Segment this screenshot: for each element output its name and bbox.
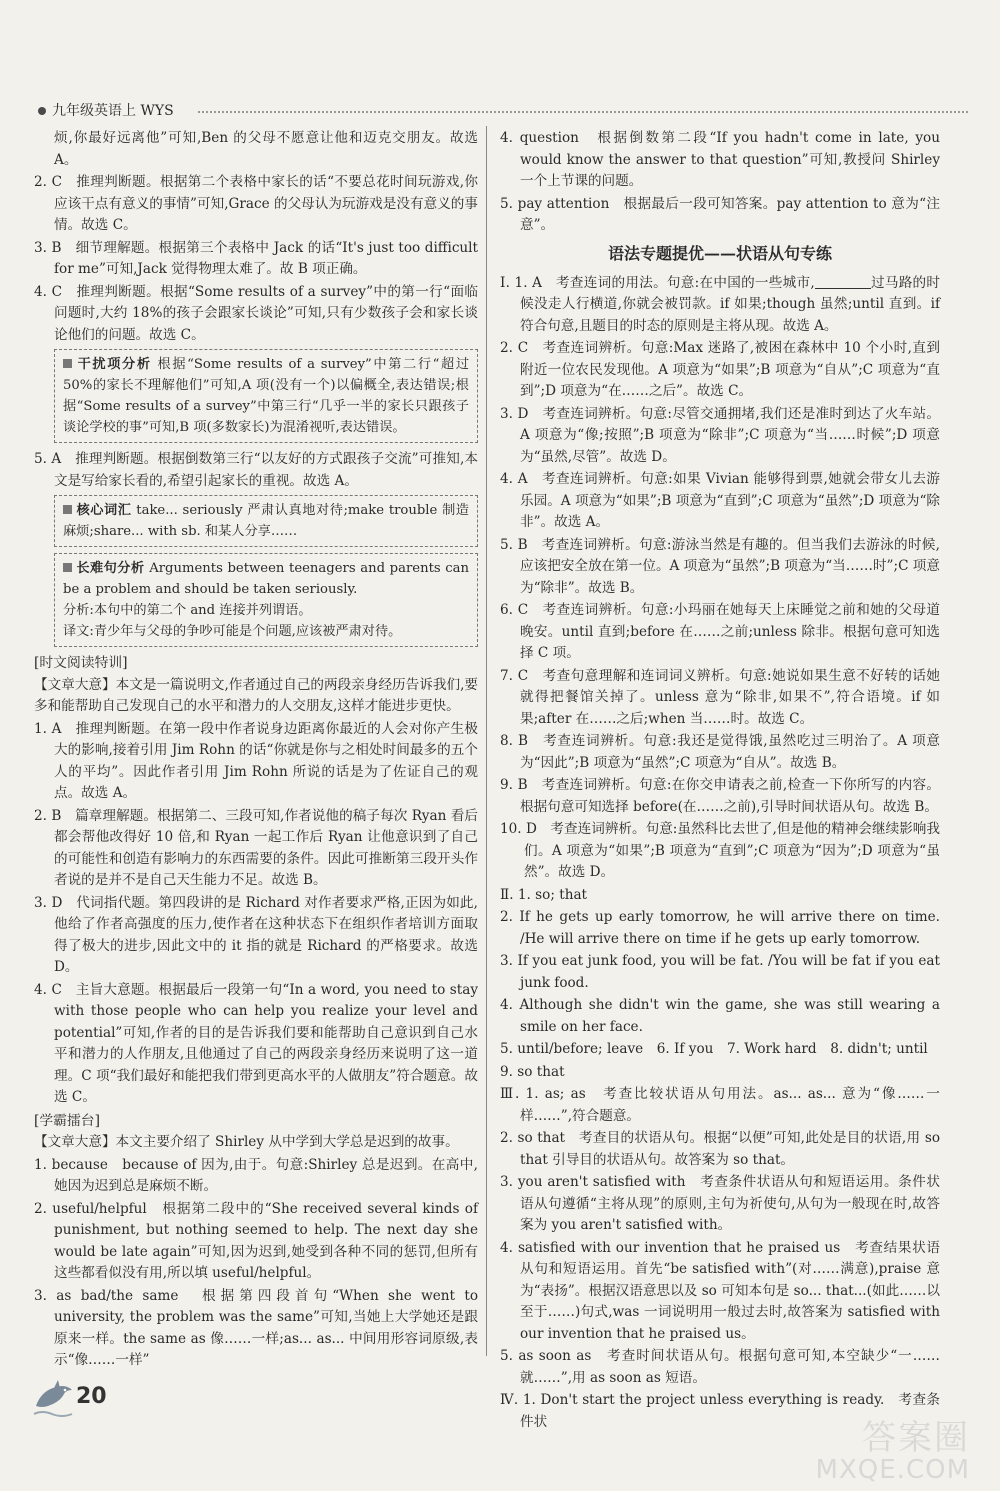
answer-item: 3. If you eat junk food, you will be fat. /You will be fat if you eat junk food. — [500, 953, 940, 991]
note-text: take... seriously 严肃认真地对待;make trouble 制造麻烦;share... with sb. 和某人分享…… — [63, 503, 469, 539]
answer-item: 6. C 考查连词辨析。句意:小玛丽在她每天上床睡觉之前和她的父母道晚安。until 直到;before 在……之前;unless 除非。根据句意可知选择 C 项。 — [500, 602, 940, 661]
page-header — [38, 100, 938, 124]
answer-item: 5. B 考查连词辨析。句意:游泳当然是有趣的。但当我们去游泳的时候,应该把安全放在第一位。A 项意为“虽然”;B 项意为“当……时”;C 项意为“除非”。故选 B。 — [500, 536, 940, 596]
left-column — [34, 128, 478, 1373]
answer-item: 8. B 考查连词辨析。句意:我还是觉得饿,虽然吃过三明治了。A 项意为“因此”;B 项意为“虽然”;C 项意为“自从”。故选 B。 — [500, 733, 940, 771]
note-text: Arguments between teenagers and parents can be a problem and should be taken seriously. — [63, 561, 470, 597]
answer-item: Ⅲ. 1. as; as 考查比较状语从句用法。as... as... 意为“像……一样……”,符合题意。 — [500, 1086, 940, 1124]
dolphin-logo-icon — [32, 1376, 76, 1420]
answer-item: 4. Although she didn't win the game, she was still wearing a smile on her face. — [500, 997, 940, 1035]
answer-item: 1. A 推理判断题。在第一段中作者说身边距离你最近的人会对你产生极大的影响,接着引用 Jim Rohn 的话“你就是你与之相处时间最多的五个人的平均”。因此作者引用 Jim Rohn 所说的话是为了佐证自己的观点。故选 A。 — [34, 720, 478, 801]
watermark-logo-text: 答案圈 — [862, 1418, 970, 1458]
note-translation: 译文:青少年与父母的争吵可能是个问题,应该被严肃对待。 — [63, 624, 402, 639]
answer-item: 9. B 考查连词辨析。句意:在你交申请表之前,检查一下你所写的内容。根据句意可知选择 before(在……之前),引导时间状语从句。故选 B。 — [500, 777, 940, 815]
answer-item: 2. B 篇章理解题。根据第二、三段可知,作者说他的稿子每次 Ryan 看后都会帮他改得好 10 倍,和 Ryan 一起工作后 Ryan 让他意识到了自己的可能性和创造有影响力的东西需要的条件。因此可推断第三段开头作者说的是并不是自己天生能力不足。故选 B。 — [34, 807, 478, 888]
answer-item: 4. A 考查连词辨析。句意:如果 Vivian 能够得到票,她就会带女儿去游乐园。A 项意为“如果”;B 项意为“直到”;C 项意为“虽然”;D 项意为“除非”。故选 A。 — [500, 471, 940, 530]
page-footer — [32, 1376, 152, 1436]
answer-item: 3. D 考查连词辨析。句意:尽管交通拥堵,我们还是准时到达了火车站。A 项意为“像;按照”;B 项意为“除非”;C 项意为“当……时候”;D 项意为“虽然,尽管”。故选 D。 — [500, 405, 940, 465]
article-summary: 【文章大意】本文是一篇说明文,作者通过自己的两段亲身经历告诉我们,要多和能帮助自己发现自己的水平和潜力的人交朋友,这样才能进步更快。 — [34, 676, 478, 714]
core-vocabulary-box — [54, 495, 478, 547]
answer-item: 4. satisfied with our invention that he praised us 考查结果状语从句和短语运用。首先“be satisfied with”(对……满意),praise 意为“表扬”。根据汉语意思以及 so 可知本句是 so... that...(如此……以至于……)句式,was 一词说明用一般过去时,故答案为 satisfied with our invention that he praised us。 — [500, 1239, 940, 1342]
answer-item: 7. C 考查句意理解和连词词义辨析。句意:她说如果生意不好转的话她就得把餐馆关掉了。unless 意为“除非,如果不”,符合语境。if 如果;after 在……之后;when 当……时。故选 C。 — [500, 667, 940, 727]
fill-blank-line — [815, 288, 871, 289]
note-tag: 核心词汇 — [76, 503, 132, 518]
answer-item: 3. B 细节理解题。根据第三个表格中 Jack 的话“It's just too difficult for me”可知,Jack 觉得物理太难了。故 B 项正确。 — [34, 239, 478, 277]
answer-item: Ⅱ. 1. so; that — [500, 886, 588, 903]
answer-item: 4. C 主旨大意题。根据最后一段第一句“In a word, you need to stay with those people who can help you realize your level and potential”可知,作者的目的是告诉我们要和能帮助自己意识到自己水平和潜力的人作朋友,且他通过了自己的两段亲身经历来说明了这一道理。C 项“我们最好和能把我们带到更高水平的人做朋友”符合题意。故选 C。 — [34, 981, 478, 1105]
square-bullet-icon — [63, 505, 72, 514]
right-column — [500, 128, 940, 1434]
answer-item: 2. C 考查连词辨析。句意:Max 迷路了,被困在森林中 10 个小时,直到附近一位农民发现他。A 项意为“如果”;B 项意为“自从”;C 项意为“直到”;D 项意为“在……之后”。故选 C。 — [500, 340, 940, 399]
square-bullet-icon — [63, 563, 72, 572]
answer-item: Ⅳ. 1. Don't start the project unless everything is ready. 考查条件状 — [500, 1392, 940, 1430]
answer-item: 1. because because of 因为,由于。句意:Shirley 总是迟到。在高中,她因为迟到总是麻烦不断。 — [34, 1156, 478, 1194]
answer-item: 2. If he gets up early tomorrow, he will arrive there on time. /He will arrive there on time if he gets up early tomorrow. — [500, 909, 940, 947]
square-bullet-icon — [63, 359, 72, 368]
answer-item: 5. pay attention 根据最后一段可知答案。pay attention to 意为“注意”。 — [500, 195, 940, 233]
answer-item: 4. question 根据倒数第二段“If you hadn't come in late, you would know the answer to that question”可知,教授问 Shirley 一个上节课的问题。 — [500, 130, 940, 189]
answer-item: 3. you aren't satisfied with 考查条件状语从句和短语运用。条件状语从句遵循“主将从现”的原则,主句为祈使句,从句为一般现在时,故答案为 you aren't satisfied with。 — [500, 1174, 940, 1233]
answer-continuation: 烦,你最好远离他”可知,Ben 的父母不愿意让他和迈克交朋友。故选 A。 — [54, 130, 478, 168]
answer-item: 5. A 推理判断题。根据倒数第三行“以友好的方式跟孩子交流”可推知,本文是写给家长看的,希望引起家长的重视。故选 A。 — [34, 451, 478, 489]
answer-item: 5. as soon as 考查时间状语从句。根据句意可知,本空缺少“一……就……”,用 as soon as 短语。 — [500, 1348, 940, 1386]
answer-item: 3. as bad/the same 根据第四段首句“When she went to university, the problem was the same”可知,当她上大学她还是跟原来一样。the same as 像……一样;as... as... 中间用形容词原级,表示“像……一样” — [34, 1287, 478, 1368]
note-tag: 干扰项分析 — [76, 357, 152, 372]
header-rule — [198, 111, 968, 113]
answer-item: 2. useful/helpful 根据第二段中的“She received several kinds of punishment, but nothing seemed to help. The next day she would be late again”可知,因为迟到,她受到各种不同的惩罚,但所有这些都看似没有用,所以填 useful/helpful。 — [34, 1200, 478, 1281]
answer-item: 2. so that 考查目的状语从句。根据“以便”可知,此处是目的状语,用 so that 引导目的状语从句。故答案为 so that。 — [500, 1130, 940, 1168]
answer-item: 10. D 考查连词辨析。句意:虽然科比去世了,但是他的精神会继续影响我们。A 项意为“如果”;B 项意为“直到”;C 项意为“因为”;D 项意为“虽然”。故选 D。 — [500, 821, 940, 880]
watermark-url: MXQE.COM — [815, 1455, 970, 1485]
note-text: 根据“Some results of a survey”中第二行“超过 50%的家长不理解他们”可知,A 项(没有一个)以偏概全,表达错误;根据“Some results of a survey”中第三行“几乎一半的家长只跟孩子谈论学校的事”可知,B 项(多数家长)为混淆视听,表达错误。 — [63, 357, 470, 435]
page-number: 20 — [76, 1384, 107, 1409]
note-tag: 长难句分析 — [76, 561, 145, 576]
note-analysis: 分析:本句中的第二个 and 连接并列谓语。 — [63, 603, 312, 618]
answer-item: 5. until/before; leave 6. If you 7. Work hard 8. didn't; until — [500, 1041, 928, 1057]
article-summary: 【文章大意】本文主要介绍了 Shirley 从中学到大学总是迟到的故事。 — [34, 1134, 459, 1150]
answer-text: 过马路的时候没走人行横道,你就会被罚款。if 如果;though 虽然;until 直到。if 符合句意,且题目的时态的原则是主将从现。故选 A。 — [520, 274, 941, 334]
section-heading: [学霸擂台] — [34, 1112, 100, 1129]
long-sentence-analysis-box — [54, 553, 478, 647]
header-title: 九年级英语上 WYS — [52, 103, 174, 119]
grammar-section-title: 语法专题提优——状语从句专练 — [607, 243, 832, 263]
answer-item — [500, 273, 940, 338]
distractor-analysis-box — [54, 349, 478, 443]
answer-item: 4. C 推理判断题。根据“Some results of a survey”中的第一行“面临问题时,大约 18%的孩子会跟家长谈论”可知,只有少数孩子会和家长谈论他们的问题。故选 C。 — [34, 283, 478, 343]
answer-item: 2. C 推理判断题。根据第二个表格中家长的话“不要总花时间玩游戏,你应该干点有意义的事情”可知,Grace 的父母认为玩游戏是没有意义的事情。故选 C。 — [34, 174, 478, 233]
header-bullet-icon — [38, 107, 46, 115]
answer-item: 9. so that — [500, 1063, 565, 1080]
column-divider — [486, 126, 487, 1356]
section-heading: [时文阅读特训] — [34, 655, 128, 671]
answer-text: Ⅰ. 1. A 考查连词的用法。句意:在中国的一些城市, — [500, 274, 815, 291]
answer-item: 3. D 代词指代题。第四段讲的是 Richard 对作者要求严格,正因为如此,他给了作者高强度的压力,使作者在这种状态下在组织作者培训方面取得了极大的进步,因此文中的 it 指的就是 Richard 的严格要求。故选 D。 — [34, 894, 478, 975]
